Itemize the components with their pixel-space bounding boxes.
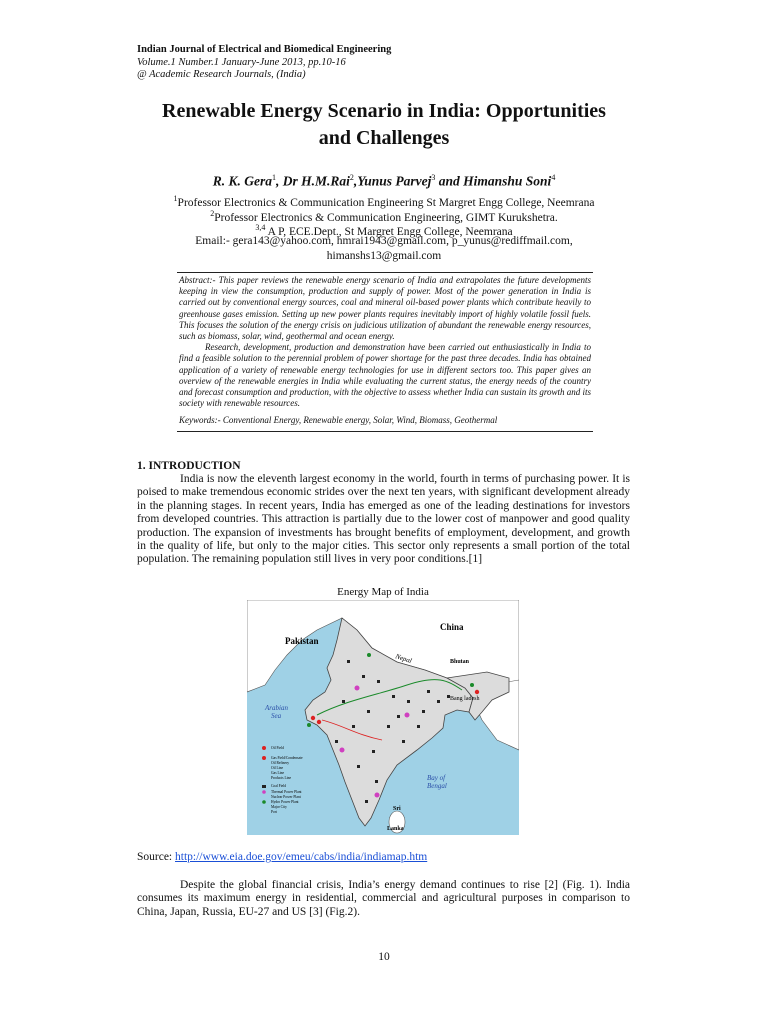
label-bay-of: Bay of [427,774,446,782]
legend-item: Port [271,810,277,814]
legend-item: Thermal Power Plant [271,790,302,794]
legend-gas-icon [262,756,266,760]
intro-paragraph [137,473,630,567]
legend-item: Oil Refinery [271,761,290,765]
abstract [177,272,593,432]
author-name: Himanshu Soni [463,173,552,189]
journal-volume: Volume.1 Number.1 January-June 2013, pp.10-16 [137,56,346,68]
email-line-1: Email:- gera143@yahoo.com, hmrai1943@gmail.com, p_yunus@rediffmail.com, [195,235,573,247]
author-sup: 4 [551,173,556,182]
label-bangladesh: Bang ladesh [450,696,480,702]
legend-item: Products Line [271,776,292,780]
affiliation-sup: 1 [173,194,178,203]
affiliation-sup: 3,4 [255,223,266,232]
author-name: Dr H.M.Rai [282,173,350,189]
author-separator: , [275,173,283,189]
title-line-2: and Challenges [318,127,450,149]
legend-item: Gas Line [271,771,285,775]
source-link[interactable]: http://www.eia.doe.gov/emeu/cabs/india/indiamap.htm [175,851,428,863]
author-list [110,173,658,190]
label-sri: Sri [393,806,401,812]
email-line-2: himanshs13@gmail.com [326,250,442,262]
label-china: China [440,622,464,632]
legend-coal-icon [262,785,266,788]
keywords: Keywords:- Conventional Energy, Renewable energy, Solar, Wind, Biomass, Geothermal [179,415,498,426]
title-line-1: Renewable Energy Scenario in India: Opportunities [162,100,606,122]
author-sup: 1 [271,173,276,182]
legend-item: Coal Field [271,784,287,788]
journal-header [137,44,391,82]
label-bengal: Bengal [427,782,447,790]
source-label: Source: [137,851,176,863]
legend-item: Oil Field [271,746,284,750]
legend-oil-icon [262,746,266,750]
legend-item: Gas Field/Condensate [271,756,303,760]
energy-map-figure [247,600,519,835]
author-separator: , [353,173,358,189]
legend-hydro-icon [262,800,266,804]
label-pakistan: Pakistan [285,636,319,646]
legend-item: Major City [271,805,287,809]
author-name: R. K. Gera [212,173,272,189]
journal-name: Indian Journal of Electrical and Biomedical Engineering [137,44,392,55]
journal-publisher: @ Academic Research Journals, (India) [137,69,306,80]
affiliation-text: A P, ECE.Dept., St Margret Engg College, Neemrana [265,225,513,238]
author-sup: 2 [349,173,354,182]
section-heading: 1. INTRODUCTION [137,460,241,472]
affiliation-sup: 2 [210,209,215,218]
label-sea: Sea [271,712,282,720]
author-sup: 3 [431,173,436,182]
legend-thermal-icon [262,790,266,794]
figure-caption: Energy Map of India [337,586,429,598]
label-nepal: Nepal [394,652,413,666]
author-separator: and [435,173,464,189]
intro-text: India is now the eleventh largest economy in the world, fourth in terms of purchasing power. It is poised to make tremendous economic strides over the next ten years, with significant development already in the planning stages. In recent years, India has emerged as one of the leading destinations for investors from developed countries. This attraction is partially due to the lower cost of manpower and good quality production. The expansion of investments has brought benefits of employment, development, and growth in the quality of life, but only to the major cities. This sector only represents a small portion of the total population. The remaining population still lives in very poor conditions.[1] [137,473,630,566]
page-number: 10 [378,951,390,963]
legend-item: Hydro Power Plant [271,800,299,804]
author-name: Yunus Parvej [357,173,432,189]
paper-title [110,98,658,152]
legend-item: Nuclear Power Plant [271,795,301,799]
body-paragraph-2 [137,879,630,919]
legend-item: Oil Line [271,766,284,770]
abstract-paragraph-1: Abstract:- This paper reviews the renewable energy scenario of India and extrapolates the future developments keeping in view the consumption, production and supply of power. Most of the power generation in India is carried out by conventional energy sources, coal and mineral oil-based power plants which contribute heavily to greenhouse gases emission. Setting up new power plants requires inevitably import of highly volatile fossil fuels. This focuses the solution of the energy crisis on judicious utilization of abundant the renewable energy resources, such as biomass, solar, wind, geothermal and ocean energy. [179,275,591,342]
figure-source [137,851,427,863]
label-lanka: Lanka [387,826,404,832]
abstract-paragraph-2: Research, development, production and demonstration have been carried out enthusiastically in India to find a feasible solution to the perennial problem of power shortage for the past three decades. India has obtained application of a variety of renewable energy technologies for use in different sectors too. This paper gives an overview of the renewable energies in India while evaluating the current status, the energy needs of the country and forecast consumption and production, with the objective to assess whether India can sustain its growth and its society with renewable resources. [179,342,591,409]
label-bhutan: Bhutan [450,659,470,665]
energy-map [247,600,519,835]
affiliation-text: Professor Electronics & Communication Engineering, GIMT Kurukshetra. [214,211,558,224]
label-arabian: Arabian [265,704,288,712]
body-paragraph-2-text: Despite the global financial crisis, India’s energy demand continues to rise [2] (Fig. 1). India consumes its maximum energy in residential, commercial and agricultural purposes in comparison to China, Japan, Russia, EU-27 and US [3] (Fig.2). [137,879,630,918]
affiliation-text: Professor Electronics & Communication Engineering St Margret Engg College, Neemrana [177,196,595,209]
